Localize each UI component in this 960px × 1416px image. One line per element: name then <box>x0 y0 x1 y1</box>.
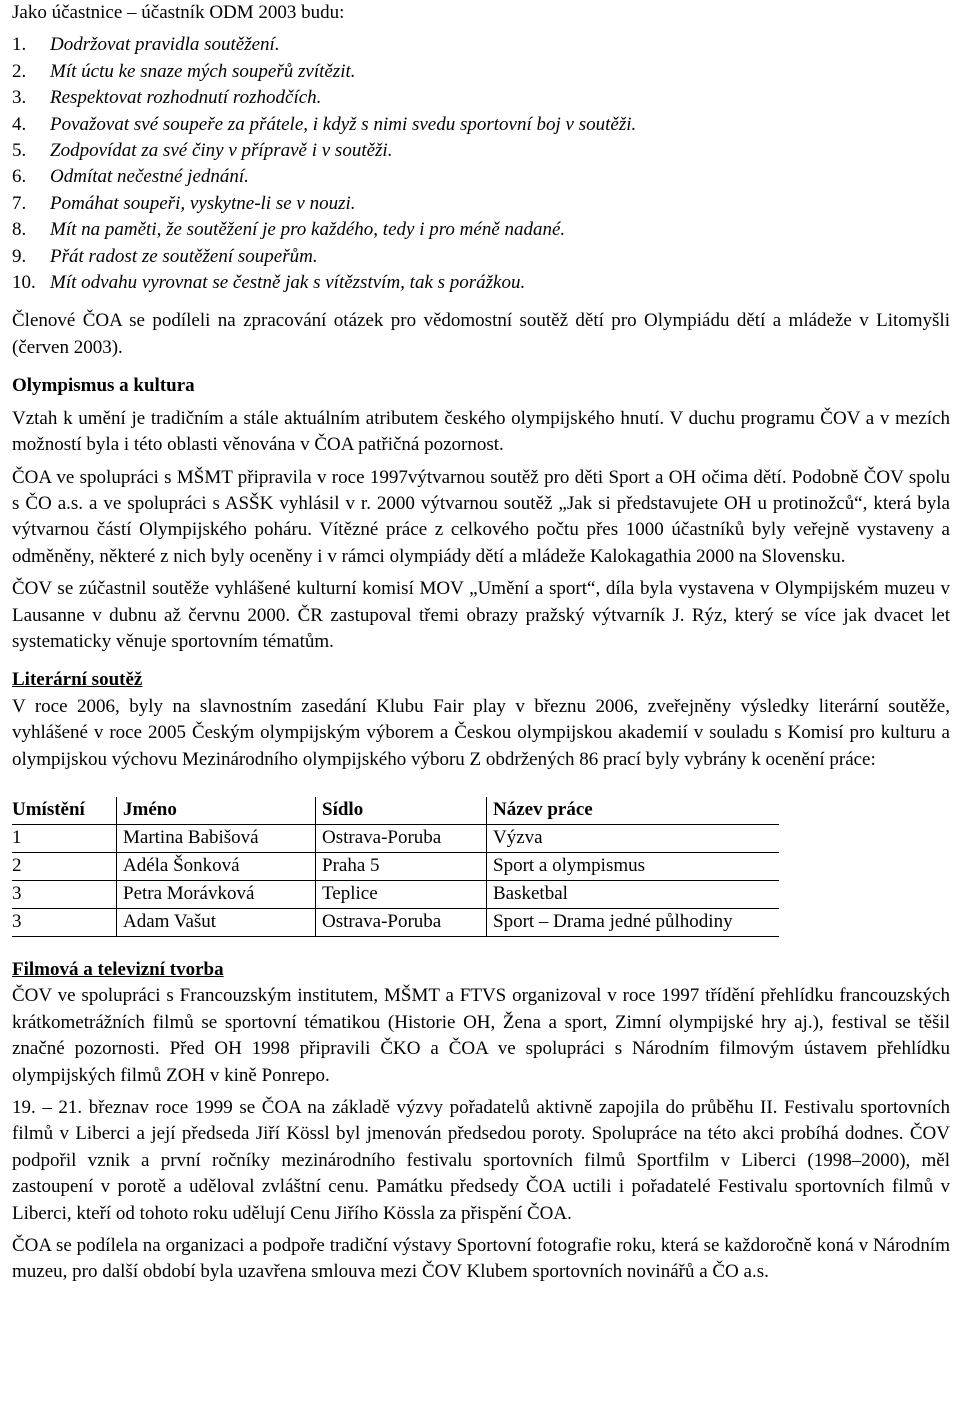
header-seat: Sídlo <box>316 797 487 825</box>
rule-text: Považovat své soupeře za přátele, i když s nimi svedu sportovní boj v soutěži. <box>50 113 637 135</box>
rule-text: Mít na paměti, že soutěžení je pro každého, tedy i pro méně nadané. <box>50 219 566 241</box>
rule-item <box>12 85 950 111</box>
table-row <box>12 852 779 880</box>
rule-number: 8. <box>12 219 27 241</box>
culture-paragraph-2: ČOA ve spolupráci s MŠMT připravila v roce 1997výtvarnou soutěž pro děti Sport a OH očima dětí. Podobně ČOV spolu s ČO a.s. a ve spolupráci s ASŠK vyhlásil v r. 2000 výtvarnou soutěž „Jak si představujete OH u protinožců“, která byla výtvarnou částí Olympijského poháru. Vítězné práce z celkového počtu přes 1000 účastníků byly veřejně vystaveny a odměněny, některé z nich byly oceněny i v rámci olympiády dětí a mládeže Kalokagathia 2000 na Slovensku. <box>12 466 950 567</box>
rule-number: 4. <box>12 113 27 135</box>
rule-number: 1. <box>12 34 27 56</box>
rule-text: Pomáhat soupeři, vyskytne-li se v nouzi. <box>50 192 356 214</box>
results-table <box>12 797 779 937</box>
members-paragraph: Členové ČOA se podíleli na zpracování otázek pro vědomostní soutěž dětí pro Olympiádu dětí a mládeže v Litomyšli (červen 2003). <box>12 310 950 358</box>
table-row <box>12 908 779 936</box>
cell-name: Adam Vašut <box>117 908 316 936</box>
table-row <box>12 824 779 852</box>
rule-number: 6. <box>12 166 27 188</box>
cell-name: Adéla Šonková <box>117 852 316 880</box>
cell-seat: Praha 5 <box>316 852 487 880</box>
rule-text: Mít odvahu vyrovnat se čestně jak s vítězstvím, tak s porážkou. <box>50 272 526 294</box>
film-heading: Filmová a televizní tvorba <box>12 958 224 980</box>
literary-heading: Literární soutěž <box>12 669 143 691</box>
header-name: Jméno <box>117 797 316 825</box>
rules-list <box>12 32 950 296</box>
culture-paragraph-1: Vztah k umění je tradičním a stále aktuálním atributem českého olympijského hnutí. V duchu programu ČOV a v mezích možností byla i této oblasti věnována v ČOA patřičná pozornost. <box>12 407 950 456</box>
cell-seat: Ostrava-Poruba <box>316 908 487 936</box>
rule-item <box>12 244 950 270</box>
rule-item <box>12 112 950 138</box>
rule-text: Zodpovídat za své činy v přípravě i v soutěži. <box>50 140 393 162</box>
cell-placement: 3 <box>12 880 117 908</box>
rule-number: 2. <box>12 60 27 82</box>
table-row <box>12 880 779 908</box>
rule-text: Dodržovat pravidla soutěžení. <box>50 34 280 56</box>
rule-item <box>12 164 950 190</box>
culture-paragraph-3: ČOV se zúčastnil soutěže vyhlášené kulturní komisí MOV „Umění a sport“, díla byla vystavena v Olympijském muzeu v Lausanne v dubnu až červnu 2000. ČR zastupoval třemi obrazy pražský výtvarník J. Rýz, který se více jak dvacet let systematicky věnuje sportovním tématům. <box>12 578 950 652</box>
culture-heading: Olympismus a kultura <box>12 375 195 397</box>
rule-item <box>12 270 950 296</box>
rule-item <box>12 217 950 243</box>
header-placement: Umístění <box>12 797 117 825</box>
rule-item <box>12 32 950 58</box>
cell-title: Výzva <box>487 824 780 852</box>
film-paragraph-1: ČOV ve spolupráci s Francouzským institutem, MŠMT a FTVS organizoval v roce 1997 třídění přehlídku francouzských krátkometrážních filmů se sportovní tématikou (Historie OH, Žena a sport, Zimní olympijské hry aj.), festival se těšil značné pozornosti. Před OH 1998 připravili ČKO a ČOA ve spolupráci s Národním filmovým ústavem přehlídku olympijských filmů ZOH v kině Ponrepo. <box>12 985 950 1086</box>
rule-text: Přát radost ze soutěžení soupeřům. <box>50 245 318 267</box>
intro-line: Jako účastnice – účastník ODM 2003 budu: <box>12 2 345 23</box>
cell-seat: Teplice <box>316 880 487 908</box>
film-paragraph-3: ČOA se podílela na organizaci a podpoře tradiční výstavy Sportovní fotografie roku, která se každoročně koná v Národním muzeu, pro další období byla uzavřena smlouva mezi ČOV Klubem sportovních novinářů a ČO a.s. <box>12 1235 950 1283</box>
rule-text: Odmítat nečestné jednání. <box>50 166 249 188</box>
cell-title: Sport a olympismus <box>487 852 780 880</box>
rule-text: Mít úctu ke snaze mých soupeřů zvítězit. <box>50 60 356 82</box>
cell-placement: 3 <box>12 908 117 936</box>
rule-number: 7. <box>12 192 27 214</box>
cell-name: Petra Morávková <box>117 880 316 908</box>
cell-title: Sport – Drama jedné půlhodiny <box>487 908 780 936</box>
cell-seat: Ostrava-Poruba <box>316 824 487 852</box>
film-paragraph-2: 19. – 21. březnav roce 1999 se ČOA na základě výzvy pořadatelů aktivně zapojila do průběhu II. Festivalu sportovních filmů v Liberci a její předseda Jiří Kössl byl jmenován předsedou poroty. Spolupráce na této akci probíhá dodnes. ČOV podpořil vznik a první ročníky mezinárodního festivalu sportovních filmů Sportfilm v Liberci (1998–2000), měl zastoupení v porotě a uděloval zvláštní cenu. Památku předsedy ČOA uctili i pořadatelé Festivalu sportovních filmů v Liberci, kteří od tohoto roku udělují Cenu Jiřího Kössla za přispění ČOA. <box>12 1097 950 1224</box>
cell-name: Martina Babišová <box>117 824 316 852</box>
header-title: Název práce <box>487 797 780 825</box>
rule-item <box>12 59 950 85</box>
cell-placement: 1 <box>12 824 117 852</box>
literary-paragraph: V roce 2006, byly na slavnostním zasedání Klubu Fair play v březnu 2006, zveřejněny výsledky literární soutěže, vyhlášené v roce 2005 Českým olympijským výborem a Českou olympijskou akademií v souladu s Komisí pro kulturu a olympijskou výchovu Mezinárodního olympijského výboru Z obdržených 86 prací byly vybrány k ocenění práce: <box>12 695 950 770</box>
rule-number: 3. <box>12 87 27 109</box>
rule-text: Respektovat rozhodnutí rozhodčích. <box>50 87 322 109</box>
rule-number: 10. <box>12 272 36 294</box>
rule-number: 5. <box>12 140 27 162</box>
rule-item <box>12 191 950 217</box>
rule-number: 9. <box>12 245 27 267</box>
table-header-row <box>12 797 779 825</box>
cell-title: Basketbal <box>487 880 780 908</box>
cell-placement: 2 <box>12 852 117 880</box>
rule-item <box>12 138 950 164</box>
